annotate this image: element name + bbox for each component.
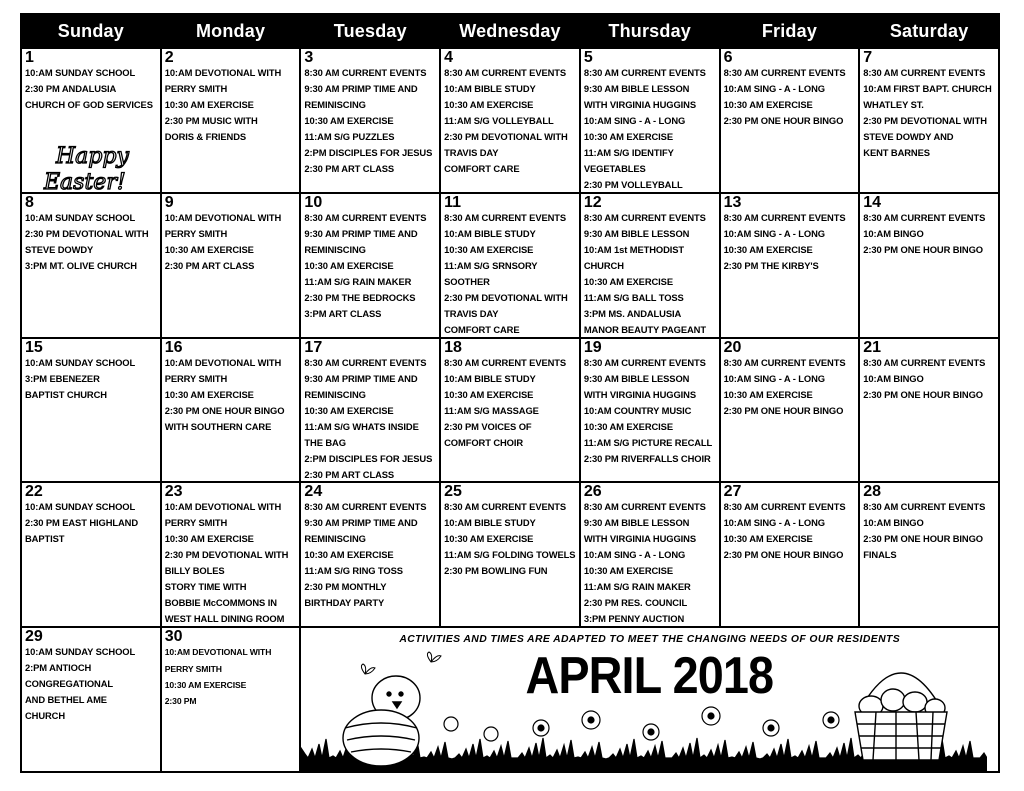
event-line: STEVE DOWDY AND: [863, 131, 954, 142]
event-line: 11:AM S/G SRNSORY: [444, 259, 538, 271]
event-line: 3:PM MS. ANDALUSIA: [583, 307, 682, 319]
day-cell: [301, 49, 439, 192]
day-number: 2: [164, 49, 174, 66]
day-number: 4: [444, 49, 454, 66]
day-number: 13: [723, 193, 742, 211]
event-line: 9:30 AM BIBLE LESSON: [583, 517, 690, 529]
event-line: 10:AM DEVOTIONAL WITH: [164, 647, 272, 658]
event-line: CHURCH OF GOD SERVICES: [25, 99, 153, 110]
event-line: 10:30 AM EXERCISE: [304, 404, 394, 416]
event-line: 10:30 AM EXERCISE: [723, 243, 813, 255]
event-line: 2:30 PM RIVERFALLS CHOIR: [583, 452, 711, 464]
event-line: 8:30 AM CURRENT EVENTS: [444, 211, 567, 223]
day-cell: [860, 339, 998, 482]
event-line: 2:30 PM ANDALUSIA: [25, 83, 117, 94]
event-line: 2:30 PM ART CLASS: [164, 259, 255, 271]
day-header-saturday: Saturday: [860, 15, 998, 47]
event-line: 8:30 AM CURRENT EVENTS: [583, 67, 706, 78]
event-line: 11:AM S/G FOLDING TOWELS: [444, 549, 576, 561]
event-line: 2:30 PM THE KIRBY'S: [723, 259, 819, 271]
event-line: 10:AM COUNTRY MUSIC: [583, 404, 692, 416]
event-line: 10:AM BIBLE STUDY: [444, 372, 536, 384]
event-line: 11:AM S/G RAIN MAKER: [583, 581, 691, 593]
event-line: 11:AM S/G PICTURE RECALL: [583, 436, 713, 448]
event-line: 10:30 AM EXERCISE: [444, 99, 534, 110]
event-line: 3:PM MT. OLIVE CHURCH: [25, 259, 137, 271]
event-line: BAPTIST CHURCH: [25, 388, 107, 400]
event-line: REMINISCING: [304, 388, 366, 400]
event-line: 10:AM DEVOTIONAL WITH: [164, 211, 282, 223]
day-number: 17: [304, 338, 323, 356]
event-line: STORY TIME WITH: [164, 581, 247, 593]
day-cell: [22, 628, 160, 771]
event-line: COMFORT CARE: [444, 163, 520, 174]
event-line: COMFORT CARE: [444, 323, 520, 335]
day-cell: [22, 483, 160, 626]
event-line: 11:AM S/G IDENTIFY: [583, 147, 674, 158]
event-line: 2:30 PM EAST HIGHLAND: [25, 517, 139, 529]
event-line: CHURCH: [25, 710, 66, 722]
day-cell: [581, 194, 719, 337]
event-line: 2:30 PM MUSIC WITH: [164, 115, 258, 126]
event-line: 11:AM S/G BALL TOSS: [583, 291, 684, 303]
event-line: 8:30 AM CURRENT EVENTS: [583, 356, 706, 368]
event-line: 10:30 AM EXERCISE: [304, 115, 394, 126]
day-cell: [721, 483, 859, 626]
event-line: 10:30 AM EXERCISE: [444, 533, 534, 545]
day-cell: [301, 194, 439, 337]
event-line: 2:30 PM DEVOTIONAL WITH: [444, 131, 568, 142]
day-number: 14: [863, 193, 882, 211]
event-line: BAPTIST: [25, 533, 65, 545]
event-line: 2:30 PM DEVOTIONAL WITH: [444, 291, 568, 303]
event-line: PERRY SMITH: [164, 227, 228, 239]
event-line: 10:30 AM EXERCISE: [164, 680, 247, 690]
event-line: 10:AM BINGO: [863, 227, 924, 239]
day-cell: [860, 49, 998, 192]
event-line: AND BETHEL AME: [25, 694, 107, 706]
day-number: 7: [863, 49, 873, 66]
event-line: PERRY SMITH: [164, 372, 228, 384]
day-number: 15: [25, 338, 43, 356]
day-cell: [581, 483, 719, 626]
event-line: 10:30 AM EXERCISE: [583, 420, 673, 432]
day-cell: [162, 194, 300, 337]
event-line: 10:AM BIBLE STUDY: [444, 517, 536, 529]
day-number: 26: [583, 483, 602, 501]
day-number: 30: [164, 628, 183, 646]
event-line: 10:30 AM EXERCISE: [583, 565, 673, 577]
event-line: 9:30 AM PRIMP TIME AND: [304, 517, 418, 529]
easter-text-1: Happy: [56, 144, 129, 169]
event-line: 10:30 AM EXERCISE: [583, 131, 673, 142]
day-number: 19: [583, 338, 602, 356]
day-header-thursday: Thursday: [581, 15, 719, 47]
event-line: 10:30 AM EXERCISE: [164, 388, 254, 400]
event-line: 8:30 AM CURRENT EVENTS: [304, 67, 427, 78]
easter-text-2: Easter!: [44, 170, 126, 192]
day-number: 21: [863, 338, 882, 356]
event-line: 10:AM SING - A - LONG: [723, 372, 825, 384]
day-number: 1: [25, 49, 34, 66]
event-line: 10:AM BINGO: [863, 372, 924, 384]
event-line: 10:AM 1st METHODIST: [583, 243, 685, 255]
day-cell: [162, 49, 300, 192]
event-line: 2:PM DISCIPLES FOR JESUS: [304, 147, 433, 158]
event-line: 8:30 AM CURRENT EVENTS: [444, 501, 567, 513]
event-line: 8:30 AM CURRENT EVENTS: [863, 356, 986, 368]
event-line: 10:AM SING - A - LONG: [723, 517, 825, 529]
day-number: 6: [723, 49, 733, 66]
event-line: CHURCH: [583, 259, 624, 271]
event-line: 10:30 AM EXERCISE: [723, 388, 813, 400]
day-cell: [162, 339, 300, 482]
calendar: [20, 13, 1000, 773]
event-line: 2:30 PM MONTHLY: [304, 581, 387, 593]
event-line: 2:30 PM DEVOTIONAL WITH: [25, 227, 149, 239]
event-line: 2:30 PM THE BEDROCKS: [304, 291, 416, 303]
event-line: BILLY BOLES: [164, 565, 225, 577]
event-line: 2:30 PM ONE HOUR BINGO: [723, 549, 844, 561]
day-header-wednesday: Wednesday: [441, 15, 579, 47]
event-line: 10:AM DEVOTIONAL WITH: [164, 67, 282, 78]
event-line: 9:30 AM PRIMP TIME AND: [304, 372, 418, 384]
event-line: 10:30 AM EXERCISE: [444, 243, 534, 255]
happy-easter-graphic: [36, 139, 146, 192]
event-line: 2:30 PM: [164, 696, 197, 707]
event-line: 10:AM SING - A - LONG: [583, 115, 686, 126]
event-line: 3:PM ART CLASS: [304, 307, 382, 319]
day-header-monday: Monday: [162, 15, 300, 47]
day-cell: [721, 339, 859, 482]
day-cell: [22, 339, 160, 482]
calendar-footer: [301, 628, 998, 771]
event-line: VEGETABLES: [583, 163, 646, 174]
event-line: 2:30 PM VOICES OF: [444, 420, 532, 432]
event-line: 11:AM S/G RAIN MAKER: [304, 275, 412, 287]
event-line: 2:30 PM ONE HOUR BINGO: [863, 533, 983, 545]
event-line: FINALS: [863, 549, 897, 561]
day-number: 18: [444, 338, 462, 356]
day-number: 8: [25, 193, 34, 211]
event-line: 2:30 PM ONE HOUR BINGO: [164, 404, 285, 416]
day-cell: [441, 194, 579, 337]
event-line: KENT BARNES: [863, 147, 930, 158]
event-line: 10:AM BIBLE STUDY: [444, 227, 536, 239]
event-line: 10:30 AM EXERCISE: [723, 533, 813, 545]
event-line: WHATLEY ST.: [863, 99, 924, 110]
day-cell: [441, 49, 579, 192]
event-line: 10:30 AM EXERCISE: [164, 99, 254, 110]
event-line: REMINISCING: [304, 243, 366, 255]
day-cell: [441, 339, 579, 482]
event-line: WITH SOUTHERN CARE: [164, 420, 272, 432]
event-line: 10:30 AM EXERCISE: [583, 275, 673, 287]
day-header-friday: Friday: [721, 15, 859, 47]
event-line: 8:30 AM CURRENT EVENTS: [444, 356, 567, 368]
event-line: 3:PM EBENEZER: [25, 372, 100, 384]
event-line: PERRY SMITH: [164, 517, 228, 529]
event-line: 10:AM SING - A - LONG: [723, 227, 825, 239]
event-line: 2:30 PM ART CLASS: [304, 468, 395, 480]
event-line: WITH VIRGINIA HUGGINS: [583, 388, 696, 400]
event-line: 9:30 AM BIBLE LESSON: [583, 372, 690, 384]
event-line: WEST HALL DINING ROOM: [164, 613, 285, 625]
event-line: 8:30 AM CURRENT EVENTS: [304, 211, 427, 223]
event-line: 8:30 AM CURRENT EVENTS: [304, 501, 427, 513]
event-line: 10:AM SING - A - LONG: [723, 83, 825, 94]
day-number: 9: [164, 193, 174, 211]
event-line: WITH VIRGINIA HUGGINS: [583, 99, 696, 110]
event-line: 10:AM SUNDAY SCHOOL: [25, 67, 136, 78]
day-cell: [22, 49, 160, 192]
event-line: 8:30 AM CURRENT EVENTS: [583, 501, 706, 513]
day-number: 24: [304, 483, 323, 501]
event-line: 2:30 PM DEVOTIONAL WITH: [863, 115, 987, 126]
event-line: REMINISCING: [304, 533, 366, 545]
event-line: 8:30 AM CURRENT EVENTS: [304, 356, 427, 368]
event-line: CONGREGATIONAL: [25, 678, 114, 690]
event-line: 10:AM SUNDAY SCHOOL: [25, 646, 136, 658]
day-number: 22: [25, 483, 43, 501]
event-line: TRAVIS DAY: [444, 147, 499, 158]
event-line: 8:30 AM CURRENT EVENTS: [583, 211, 706, 223]
day-number: 23: [164, 483, 183, 501]
event-line: 3:PM PENNY AUCTION: [583, 613, 685, 625]
day-number: 16: [164, 338, 183, 356]
event-line: 2:30 PM DEVOTIONAL WITH: [164, 549, 289, 561]
event-line: 2:30 PM ONE HOUR BINGO: [863, 243, 983, 255]
event-line: 2:PM ANTIOCH: [25, 662, 92, 674]
day-number: 11: [444, 193, 462, 211]
event-line: DORIS & FRIENDS: [164, 131, 247, 142]
day-number: 25: [444, 483, 462, 501]
event-line: THE BAG: [304, 436, 346, 448]
event-line: MANOR BEAUTY PAGEANT: [583, 323, 706, 335]
event-line: BOBBIE McCOMMONS IN: [164, 597, 277, 609]
event-line: 10:30 AM EXERCISE: [304, 549, 394, 561]
day-number: 5: [583, 49, 593, 66]
event-line: 8:30 AM CURRENT EVENTS: [863, 67, 986, 78]
event-line: 9:30 AM BIBLE LESSON: [583, 83, 690, 94]
calendar-grid: [20, 13, 1000, 773]
day-cell: [721, 49, 859, 192]
day-header-sunday: Sunday: [22, 15, 160, 47]
day-number: 3: [304, 49, 314, 66]
event-line: 9:30 AM BIBLE LESSON: [583, 227, 690, 239]
event-line: 10:30 AM EXERCISE: [164, 243, 254, 255]
event-line: 8:30 AM CURRENT EVENTS: [863, 501, 986, 513]
day-cell: [581, 339, 719, 482]
day-header-tuesday: Tuesday: [301, 15, 439, 47]
event-line: 10:AM BINGO: [863, 517, 924, 529]
month-title: APRIL 2018: [525, 647, 774, 706]
day-number: 20: [723, 338, 742, 356]
event-line: 10:30 AM EXERCISE: [723, 99, 813, 110]
event-line: 8:30 AM CURRENT EVENTS: [723, 211, 846, 223]
day-cell: [162, 628, 300, 771]
day-cell: [22, 194, 160, 337]
event-line: 10:AM SUNDAY SCHOOL: [25, 501, 136, 513]
event-line: 9:30 AM PRIMP TIME AND: [304, 83, 418, 94]
event-line: 8:30 AM CURRENT EVENTS: [723, 356, 846, 368]
day-cell: [441, 483, 579, 626]
event-line: 8:30 AM CURRENT EVENTS: [863, 211, 986, 223]
event-line: WITH VIRGINIA HUGGINS: [583, 533, 696, 545]
day-number: 28: [863, 483, 882, 501]
event-line: 11:AM S/G VOLLEYBALL: [444, 115, 554, 126]
event-line: 8:30 AM CURRENT EVENTS: [444, 67, 567, 78]
event-line: 11:AM S/G PUZZLES: [304, 131, 395, 142]
event-line: 11:AM S/G MASSAGE: [444, 404, 539, 416]
event-line: 10:AM FIRST BAPT. CHURCH: [863, 83, 992, 94]
event-line: 10:AM BIBLE STUDY: [444, 83, 536, 94]
event-line: 2:30 PM ART CLASS: [304, 163, 395, 174]
event-line: 11:AM S/G WHATS INSIDE: [304, 420, 419, 432]
day-cell: [581, 49, 719, 192]
event-line: 8:30 AM CURRENT EVENTS: [723, 501, 846, 513]
event-line: BIRTHDAY PARTY: [304, 597, 385, 609]
day-cell: [301, 483, 439, 626]
event-line: PERRY SMITH: [164, 83, 228, 94]
event-line: 2:30 PM RES. COUNCIL: [583, 597, 688, 609]
event-line: 10:30 AM EXERCISE: [304, 259, 394, 271]
day-number: 29: [25, 628, 43, 646]
event-line: 10:AM SING - A - LONG: [583, 549, 686, 561]
event-line: 11:AM S/G RING TOSS: [304, 565, 403, 577]
day-cell: [301, 339, 439, 482]
day-cell: [721, 194, 859, 337]
event-line: 2:30 PM VOLLEYBALL: [583, 179, 683, 190]
event-line: 10:AM DEVOTIONAL WITH: [164, 501, 282, 513]
day-number: 27: [723, 483, 742, 501]
day-cell: [860, 194, 998, 337]
activities-note: ACTIVITIES AND TIMES ARE ADAPTED TO MEET THE CHANGING NEEDS OF OUR RESIDENTS: [399, 634, 901, 646]
event-line: 2:30 PM ONE HOUR BINGO: [863, 388, 983, 400]
event-line: 2:PM DISCIPLES FOR JESUS: [304, 452, 433, 464]
day-cell: [162, 483, 300, 626]
day-cell: [860, 483, 998, 626]
event-line: PERRY SMITH: [164, 663, 222, 674]
event-line: REMINISCING: [304, 99, 366, 110]
event-line: 2:30 PM ONE HOUR BINGO: [723, 115, 844, 126]
event-line: 10:AM DEVOTIONAL WITH: [164, 356, 282, 368]
event-line: STEVE DOWDY: [25, 243, 94, 255]
event-line: SOOTHER: [444, 275, 490, 287]
event-line: 9:30 AM PRIMP TIME AND: [304, 227, 418, 239]
event-line: 8:30 AM CURRENT EVENTS: [723, 67, 846, 78]
event-line: 2:30 PM ONE HOUR BINGO: [723, 404, 844, 416]
event-line: TRAVIS DAY: [444, 307, 499, 319]
event-line: 10:30 AM EXERCISE: [164, 533, 254, 545]
event-line: COMFORT CHOIR: [444, 436, 524, 448]
day-number: 12: [583, 193, 602, 211]
event-line: 10:AM SUNDAY SCHOOL: [25, 211, 136, 223]
event-line: 2:30 PM BOWLING FUN: [444, 565, 548, 577]
event-line: 10:30 AM EXERCISE: [444, 388, 534, 400]
day-number: 10: [304, 193, 323, 211]
event-line: 10:AM SUNDAY SCHOOL: [25, 356, 136, 368]
